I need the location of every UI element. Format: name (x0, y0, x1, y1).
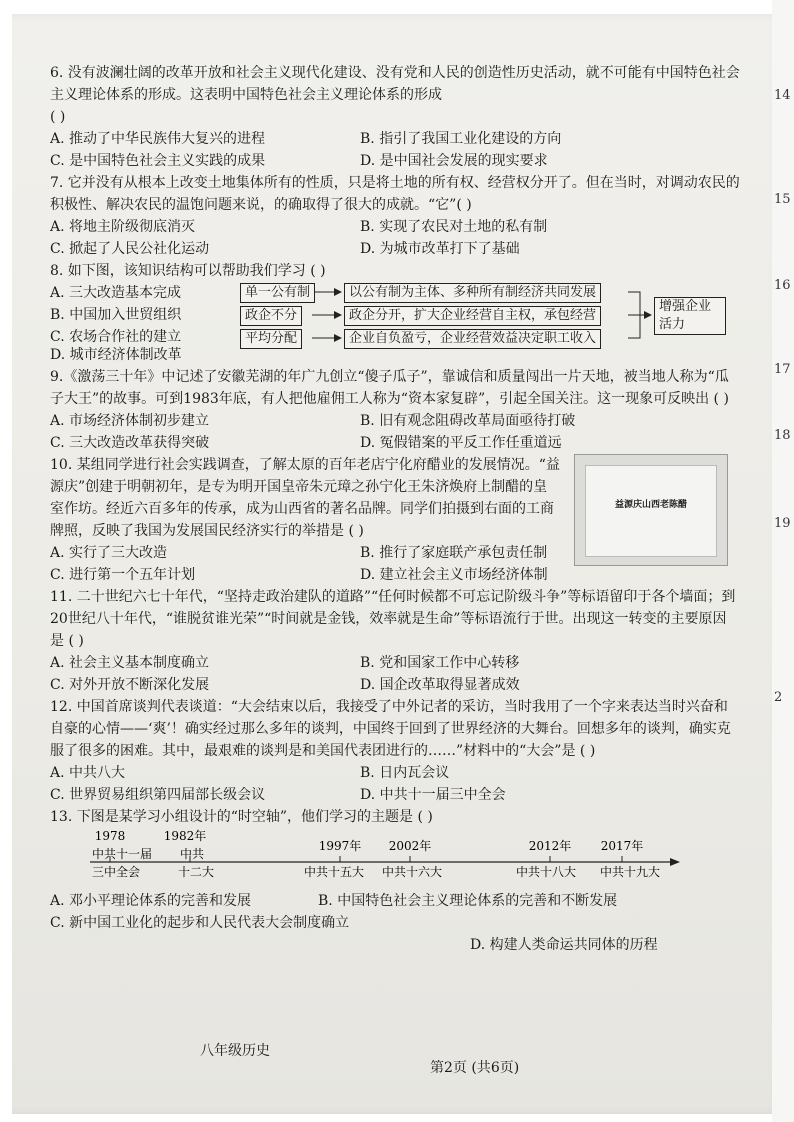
right-margin (772, 0, 794, 1122)
option-b: B. 党和国家工作中心转移 (360, 655, 520, 671)
margin-number: 15 (774, 192, 791, 207)
diagram-mid-box: 政企分开，扩大企业经营自主权，承包经营 (344, 306, 601, 326)
option-c: C. 三大改造改革获得突破 (50, 435, 210, 451)
margin-number: 18 (774, 428, 791, 443)
diagram-left-box: 平均分配 (240, 329, 302, 349)
option-c: C. 进行第一个五年计划 (50, 567, 196, 583)
option-c: C. 对外开放不断深化发展 (50, 677, 210, 693)
axis-event-label: 中共十五大 (303, 865, 365, 879)
option-b: B. 日内瓦会议 (360, 765, 450, 781)
option-b: B. 实现了农民对土地的私有制 (360, 219, 548, 235)
answer-paren: ( ) (50, 109, 66, 125)
option-b: B. 推行了家庭联产承包责任制 (360, 545, 548, 561)
question-11 (50, 586, 740, 696)
question-stem: 9.《激荡三十年》中记述了安徽芜湖的年广九创立“傻子瓜子”，靠诚信和质量闯出一片天地，被当地人称为“瓜子大王”的故事。可到1983年底，有人把他雇佣工人称为“资本家复辟”，引起全国关注。这一现象可反映出 ( ) (50, 369, 729, 407)
question-7 (50, 172, 740, 260)
option-b: B. 中国特色社会主义理论体系的完善和不断发展 (318, 893, 618, 909)
margin-number: 17 (774, 362, 791, 377)
footer-subject: 八年级历史 (200, 1043, 270, 1059)
time-space-axis (50, 828, 740, 890)
option-d: D. 中共十一届三中全会 (360, 787, 506, 803)
axis-event-label: 中共十九大 (599, 865, 661, 879)
axis-event-label: 中共十八大 (515, 865, 577, 879)
footer-page-number: 第2页 (共6页) (430, 1060, 520, 1076)
option-c: C. 农场合作社的建立 (50, 329, 182, 345)
option-c: C. 掀起了人民公社化运动 (50, 241, 210, 257)
question-stem: 11. 二十世纪六七十年代，“坚持走政治建队的道路”“任何时候都不可忘记阶级斗争”等标语留印于各个墙面；到20世纪八十年代，“谁脱贫谁光荣”“时间就是金钱，效率就是生命”等标语流行于世。出现这一转变的主要原因是 ( ) (50, 589, 736, 649)
question-8 (50, 260, 740, 366)
option-a: A. 将地主阶级彻底消灭 (50, 219, 196, 235)
question-stem: 10. 某组同学进行社会实践调查，了解太原的百年老店宁化府醋业的发展情况。“益源庆”创建于明朝初年，是专为明开国皇帝朱元璋之孙宁化王朱济焕府上制醋的皇室作坊。经近六百多年的传承，成为山西省的著名品牌。同学们拍摄到右面的工商牌照，反映了我国为发展国民经济实行的举措是 ( ) (50, 457, 560, 539)
option-d: D. 为城市改革打下了基础 (360, 241, 520, 257)
question-6 (50, 62, 740, 172)
business-license-photo (574, 454, 728, 566)
diagram-mid-box: 以公有制为主体、多种所有制经济共同发展 (344, 283, 601, 303)
option-d: D. 城市经济体制改革 (50, 347, 182, 363)
question-10 (50, 454, 740, 586)
photo-caption: 益源庆山西老陈醋 (614, 500, 687, 510)
option-a: A. 推动了中华民族伟大复兴的进程 (50, 131, 266, 147)
option-a: A. 中共八大 (50, 765, 126, 781)
axis-year-label: 1978 (94, 829, 126, 843)
option-a: A. 实行了三大改造 (50, 545, 168, 561)
axis-year-label: 1982年 (163, 829, 207, 843)
axis-event-label: 十二大 (177, 865, 215, 879)
option-a: A. 市场经济体制初步建立 (50, 413, 210, 429)
option-b: B. 中国加入世贸组织 (50, 307, 182, 323)
option-c: C. 世界贸易组织第四届部长级会议 (50, 787, 266, 803)
question-stem: 12. 中国首席谈判代表谈道：“大会结束以后，我接受了中外记者的采访，当时我用了一个字来表达当时兴奋和自豪的心情——‘爽’！确实经过那么多年的谈判，中国终于回到了世界经济的大舞台。回想多年的谈判，确实克服了很多的困难。其中，最艰难的谈判是和美国代表团进行的……”材料中的“大会”是 ( ) (50, 699, 731, 759)
diagram-result-box: 增强企业活力 (654, 297, 726, 335)
question-13 (50, 806, 740, 956)
axis-year-label: 2017年 (600, 839, 644, 853)
option-c: C. 是中国特色社会主义实践的成果 (50, 153, 266, 169)
option-d: D. 构建人类命运共同体的历程 (470, 937, 658, 953)
knowledge-structure-diagram (50, 282, 740, 348)
margin-number: 19 (774, 516, 791, 531)
diagram-left-box: 政企不分 (240, 306, 302, 326)
question-9 (50, 366, 740, 454)
question-stem: 8. 如下图，该知识结构可以帮助我们学习 ( ) (50, 263, 326, 279)
margin-number: 14 (774, 88, 791, 103)
question-content (50, 62, 740, 956)
option-b: B. 指引了我国工业化建设的方向 (360, 131, 562, 147)
option-a: A. 邓小平理论体系的完善和发展 (50, 893, 252, 909)
option-d: D. 是中国社会发展的现实要求 (360, 153, 548, 169)
axis-year-label: 1997年 (318, 839, 362, 853)
option-d: D. 国企改革取得显著成效 (360, 677, 520, 693)
axis-year-label: 2012年 (528, 839, 572, 853)
axis-year-label: 2002年 (388, 839, 432, 853)
option-d: D. 冤假错案的平反工作任重道远 (360, 435, 562, 451)
option-b: B. 旧有观念阻碍改革局面亟待打破 (360, 413, 576, 429)
axis-event-label: 中共十六大 (381, 865, 443, 879)
axis-event-label: 中共 (179, 847, 205, 861)
option-a: A. 三大改造基本完成 (50, 285, 182, 301)
question-stem: 13. 下图是某学习小组设计的“时空轴”，他们学习的主题是 ( ) (50, 809, 433, 825)
margin-number: 16 (774, 278, 791, 293)
diagram-left-box: 单一公有制 (240, 283, 315, 303)
question-stem: 6. 没有波澜壮阔的改革开放和社会主义现代化建设、没有党和人民的创造性历史活动，就不可能有中国特色社会主义理论体系的形成。这表明中国特色社会主义理论体系的形成 (50, 65, 740, 103)
option-a: A. 社会主义基本制度确立 (50, 655, 210, 671)
axis-event-label: 三中全会 (91, 865, 141, 879)
option-c: C. 新中国工业化的起步和人民代表大会制度确立 (50, 915, 350, 931)
question-stem: 7. 它并没有从根本上改变土地集体所有的性质，只是将土地的所有权、经营权分开了。但在当时，对调动农民的积极性、解决农民的温饱问题来说，的确取得了很大的成就。“它”( ) (50, 175, 740, 213)
margin-number: 2 (774, 690, 783, 705)
axis-event-label: 中共十一届 (91, 847, 153, 861)
question-12 (50, 696, 740, 806)
option-d: D. 建立社会主义市场经济体制 (360, 567, 548, 583)
diagram-mid-box: 企业自负盈亏，企业经营效益决定职工收入 (344, 329, 601, 349)
